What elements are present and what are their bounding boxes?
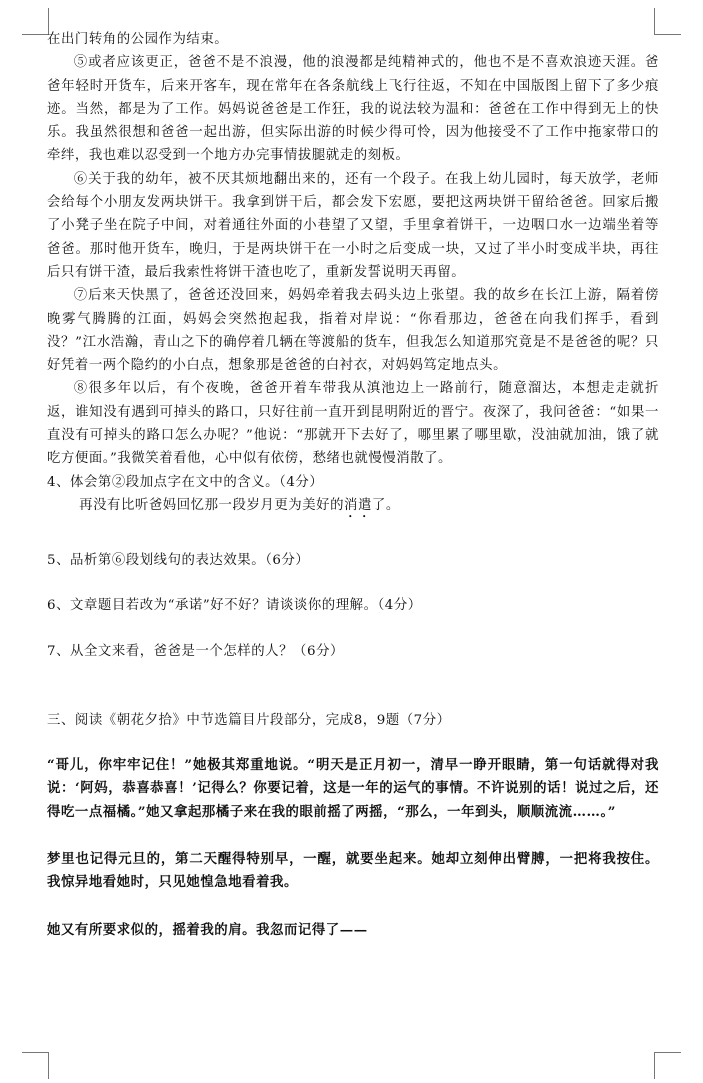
document-page xyxy=(47,28,659,942)
paragraph-6: ⑥关于我的幼年，被不厌其烦地翻出来的，还有一个段子。在我上幼儿园时，每天放学，老师会给每个小朋友发两块饼干。我拿到饼干后，都会发下宏愿，要把这两块饼干留给爸爸。回家后搬了小凳子坐在院子中间，对着通往外面的小巷望了又望，手里拿着饼干，一边咽口水一边端坐着等爸爸。那时他开货车，晚归，于是两块饼干在一小时之后变成一块，又过了半小时变成半块，再往后只有饼干渣，最后我索性将饼干渣也吃了，重新发誓说明天再留。 xyxy=(47,171,659,280)
excerpt-paragraph-3: 她又有所要求似的，摇着我的肩。我忽而记得了—— xyxy=(47,921,368,938)
dotted-word: 消遣 xyxy=(344,497,372,513)
section-3-heading: 三、阅读《朝花夕拾》中节选篇目片段部分，完成8，9题（7分） xyxy=(47,712,451,728)
question-4-answer xyxy=(47,494,659,521)
excerpt-paragraph-2: 梦里也记得元旦的，第二天醒得特别早，一醒，就要坐起来。她却立刻伸出臂膊，一把将我按住。我惊异地看她时，只见她惶急地看着我。 xyxy=(47,851,659,891)
paragraph-4-tail: 在出门转角的公园作为结束。 xyxy=(47,32,229,47)
question-6: 6、文章题目若改为“承诺”好不好？请谈谈你的理解。（4分） xyxy=(47,598,422,614)
paragraph-8: ⑧很多年以后，有个夜晚，爸爸开着车带我从滇池边上一路前行，随意溜达，本想走走就折返，谁知没有遇到可掉头的路口，只好往前一直开到昆明附近的晋宁。夜深了，我问爸爸：“如果一直没有可掉头的路口怎么办呢？”他说：“那就开下去好了，哪里累了哪里歇，没油就加油，饿了就吃方便面。”我微笑着看他，心中似有依傍，愁绪也就慢慢消散了。 xyxy=(47,381,659,467)
crop-mark-top-left xyxy=(22,8,49,35)
question-4: 4、体会第②段加点字在文中的含义。（4分） xyxy=(47,474,324,490)
question-5: 5、品析第⑥段划线句的表达效果。（6分） xyxy=(47,552,310,568)
answer-text-end: 了。 xyxy=(371,497,400,513)
crop-mark-bottom-left xyxy=(22,1052,49,1079)
excerpt-paragraph-1: “哥儿，你牢牢记住！”她极其郑重地说。“明天是正月初一，清早一睁开眼睛，第一句话就得对我说：‘阿妈，恭喜恭喜！’记得么？你要记着，这是一年的运气的事情。不许说别的话！说过之后，还得吃一点福橘。”她又拿起那橘子来在我的眼前摇了两摇，“那么，一年到头，顺顺流流……。” xyxy=(47,757,659,820)
paragraph-5: ⑤或者应该更正，爸爸不是不浪漫，他的浪漫都是纯精神式的，他也不是不喜欢浪迹天涯。爸爸年轻时开货车，后来开客车，现在常年在各条航线上飞行往返，不知在中国版图上留下了多少痕迹。当然，都是为了工作。妈妈说爸爸是工作狂，我的说法较为温和：爸爸在工作中得到无上的快乐。我虽然很想和爸爸一起出游，但实际出游的时候少得可怜，因为他接受不了工作中拖家带口的牵绊，我也难以忍受到一个地方办完事情拔腿就走的刻板。 xyxy=(47,55,659,164)
question-7: 7、从全文来看，爸爸是一个怎样的人？（6分） xyxy=(47,643,344,659)
crop-mark-bottom-right xyxy=(654,1052,681,1079)
paragraph-7: ⑦后来天快黑了，爸爸还没回来，妈妈牵着我去码头边上张望。我的故乡在长江上游，隔着傍晚雾气腾腾的江面，妈妈会突然抱起我，指着对岸说：“你看那边，爸爸在向我们挥手，看到没？”江水浩瀚，青山之下的确停着几辆在等渡船的货车，但我怎么知道那究竟是不是爸爸的呢？只好凭着一两个隐约的小白点，想象那是爸爸的白衬衣，对妈妈笃定地点头。 xyxy=(47,288,659,374)
answer-text: 再没有比听爸妈回忆那一段岁月更为美好的 xyxy=(79,497,345,513)
